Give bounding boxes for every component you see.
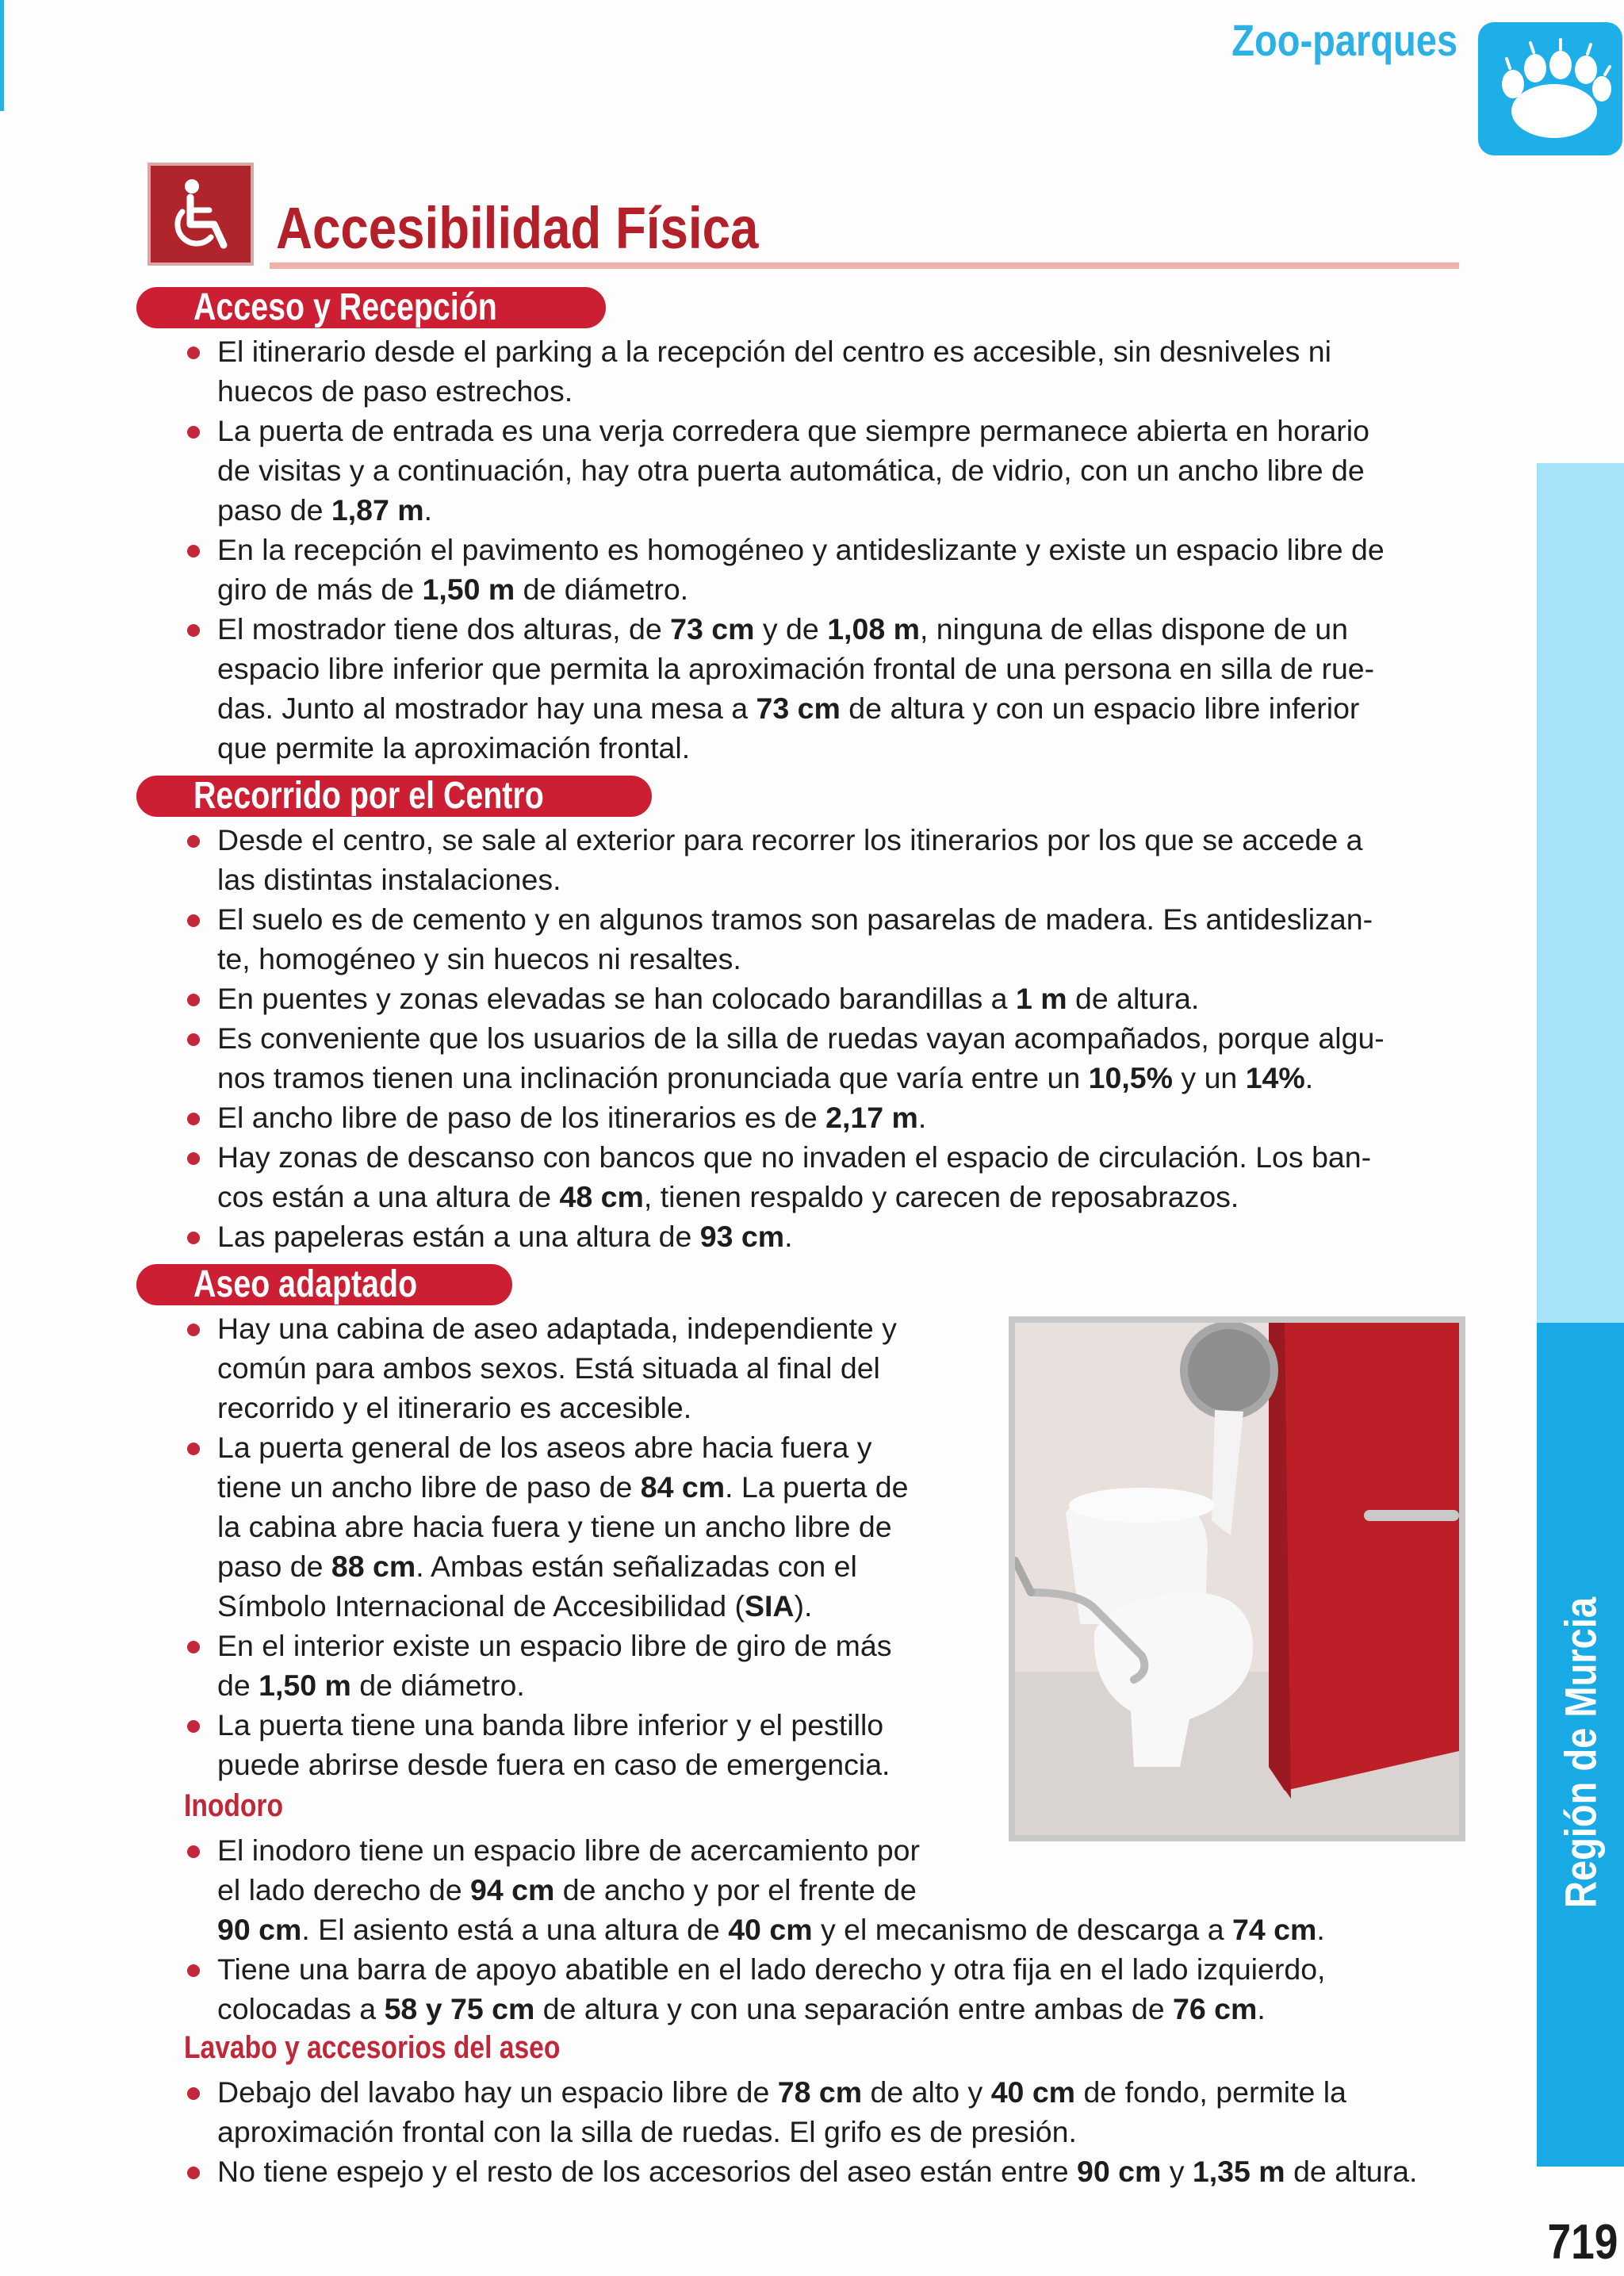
text-line: El mostrador tiene dos alturas, de 73 cm y de 1,08 m, ninguna de ellas dispone de un bbox=[217, 612, 1348, 646]
text-line: El ancho libre de paso de los itinerarios es de 2,17 m. bbox=[217, 1101, 927, 1134]
text-line: tiene un ancho libre de paso de 84 cm. La puerta de bbox=[217, 1470, 909, 1504]
section-tab-label: Zoo-parques bbox=[1231, 15, 1457, 65]
text-line: Hay una cabina de aseo adaptada, independiente y bbox=[217, 1312, 897, 1345]
text-line: La puerta general de los aseos abre hacia fuera y bbox=[217, 1431, 872, 1464]
text-line: Desde el centro, se sale al exterior para recorrer los itinerarios por los que se accede a bbox=[217, 823, 1363, 856]
bullet-marker bbox=[187, 1324, 200, 1336]
bullet-marker bbox=[187, 1033, 200, 1046]
side-band bbox=[1537, 463, 1624, 1323]
text-line: En la recepción el pavimento es homogéneo y antideslizante y existe un espacio libre de bbox=[217, 533, 1385, 566]
bullet-marker bbox=[187, 1443, 200, 1455]
bullet-marker bbox=[187, 994, 200, 1006]
text-line: de 1,50 m de diámetro. bbox=[217, 1669, 525, 1702]
text-line: Es conveniente que los usuarios de la silla de ruedas vayan acompañados, porque algu- bbox=[217, 1021, 1385, 1055]
page-number: 719 bbox=[1547, 2215, 1618, 2270]
text-line: aproximación frontal con la silla de ruedas. El grifo es de presión. bbox=[217, 2115, 1077, 2148]
text-line: En puentes y zonas elevadas se han colocado barandillas a 1 m de altura. bbox=[217, 982, 1200, 1015]
text-line: espacio libre inferior que permita la aproximación frontal de una persona en silla de rue- bbox=[217, 652, 1375, 685]
bullet-marker bbox=[187, 426, 200, 439]
text-line: recorrido y el itinerario es accesible. bbox=[217, 1391, 692, 1424]
text-line: puede abrirse desde fuera en caso de emergencia. bbox=[217, 1748, 891, 1781]
bullet-marker bbox=[187, 1845, 200, 1858]
text-line: La puerta tiene una banda libre inferior y el pestillo bbox=[217, 1708, 884, 1741]
text-line: común para ambos sexos. Está situada al final del bbox=[217, 1351, 880, 1385]
text-line: Tiene una barra de apoyo abatible en el lado derecho y otra fija en el lado izquierdo, bbox=[217, 1952, 1326, 1986]
section-header-acceso: Acceso y Recepción bbox=[136, 287, 606, 328]
page-title: Accesibilidad Física bbox=[276, 195, 759, 261]
text-line: huecos de paso estrechos. bbox=[217, 374, 573, 408]
text-line: de visitas y a continuación, hay otra puerta automática, de vidrio, con un ancho libre de bbox=[217, 454, 1365, 487]
text-line: giro de más de 1,50 m de diámetro. bbox=[217, 573, 689, 606]
text-line: El inodoro tiene un espacio libre de acercamiento por bbox=[217, 1833, 920, 1867]
text-line: 90 cm. El asiento está a una altura de 40 cm y el mecanismo de descarga a 74 cm. bbox=[217, 1913, 1325, 1946]
text-line: te, homogéneo y sin huecos ni resaltes. bbox=[217, 942, 741, 975]
toilet-photo bbox=[1009, 1316, 1465, 1841]
bullet-marker bbox=[187, 1113, 200, 1125]
text-line: El suelo es de cemento y en algunos tramos son pasarelas de madera. Es antideslizan- bbox=[217, 902, 1373, 936]
text-line: paso de 88 cm. Ambas están señalizadas con el bbox=[217, 1550, 857, 1583]
text-line: paso de 1,87 m. bbox=[217, 493, 433, 527]
text-line: En el interior existe un espacio libre de giro de más bbox=[217, 1629, 892, 1662]
subheading-inodoro: Inodoro bbox=[184, 1788, 284, 1823]
section-header-aseo: Aseo adaptado bbox=[136, 1264, 512, 1305]
region-label: Región de Murcia bbox=[1555, 1596, 1606, 1909]
text-line: la cabina abre hacia fuera y tiene un ancho libre de bbox=[217, 1510, 892, 1543]
edge-rule bbox=[0, 0, 4, 111]
bullet-marker bbox=[187, 347, 200, 359]
text-line: Hay zonas de descanso con bancos que no invaden el espacio de circulación. Los ban- bbox=[217, 1140, 1372, 1174]
text-line: nos tramos tienen una inclinación pronunciada que varía entre un 10,5% y un 14%. bbox=[217, 1061, 1314, 1094]
title-underline bbox=[270, 262, 1459, 269]
bullet-marker bbox=[187, 835, 200, 848]
bullet-marker bbox=[187, 624, 200, 637]
text-line: cos están a una altura de 48 cm, tienen respaldo y carecen de reposabrazos. bbox=[217, 1180, 1239, 1213]
wheelchair-accessibility-icon bbox=[147, 163, 254, 266]
bullet-marker bbox=[187, 1232, 200, 1244]
text-line: Símbolo Internacional de Accesibilidad (SIA). bbox=[217, 1589, 813, 1623]
subheading-lavabo: Lavabo y accesorios del aseo bbox=[184, 2030, 561, 2065]
bullet-marker bbox=[187, 1641, 200, 1653]
text-line: que permite la aproximación frontal. bbox=[217, 731, 691, 764]
text-line: No tiene espejo y el resto de los accesorios del aseo están entre 90 cm y 1,35 m de altura. bbox=[217, 2155, 1418, 2188]
bullet-marker bbox=[187, 1964, 200, 1977]
bullet-marker bbox=[187, 914, 200, 927]
text-line: La puerta de entrada es una verja corredera que siempre permanece abierta en horario bbox=[217, 414, 1369, 447]
paw-print-icon bbox=[1478, 22, 1622, 155]
text-line: el lado derecho de 94 cm de ancho y por el frente de bbox=[217, 1873, 917, 1906]
section-header-recorrido: Recorrido por el Centro bbox=[136, 776, 652, 817]
text-line: das. Junto al mostrador hay una mesa a 73 cm de altura y con un espacio libre inferior bbox=[217, 692, 1360, 725]
bullet-marker bbox=[187, 545, 200, 558]
text-line: colocadas a 58 y 75 cm de altura y con una separación entre ambas de 76 cm. bbox=[217, 1992, 1266, 2025]
bullet-marker bbox=[187, 1152, 200, 1165]
text-line: Las papeleras están a una altura de 93 cm. bbox=[217, 1220, 793, 1253]
text-line: Debajo del lavabo hay un espacio libre de 78 cm de alto y 40 cm de fondo, permite la bbox=[217, 2075, 1346, 2109]
bullet-marker bbox=[187, 2167, 200, 2179]
bullet-marker bbox=[187, 2087, 200, 2100]
text-line: El itinerario desde el parking a la recepción del centro es accesible, sin desniveles ni bbox=[217, 335, 1331, 368]
text-line: las distintas instalaciones. bbox=[217, 863, 561, 896]
bullet-marker bbox=[187, 1720, 200, 1733]
